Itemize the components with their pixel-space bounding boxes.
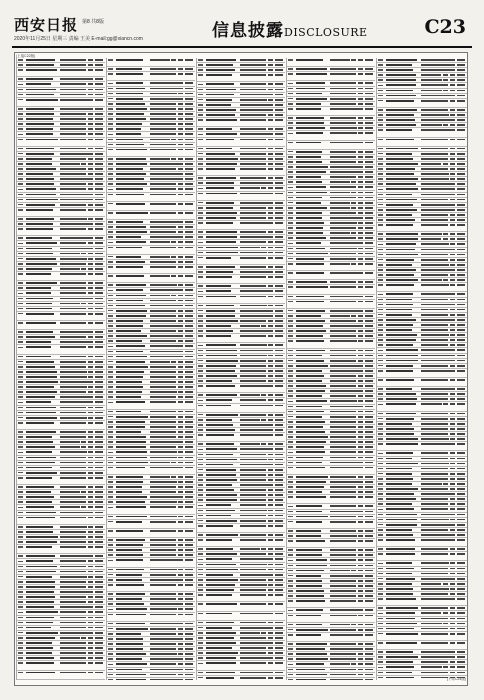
listing-row	[17, 98, 105, 107]
listing-row	[287, 466, 375, 475]
column-rows	[197, 58, 285, 680]
section-title-cn: 信息披露	[212, 21, 284, 41]
listing-row	[377, 641, 467, 650]
listing-row	[107, 529, 195, 538]
listing-row	[197, 275, 285, 284]
listing-row	[377, 538, 467, 547]
listing-row	[197, 661, 285, 670]
listing-row	[107, 274, 195, 283]
listing-row	[377, 99, 467, 108]
listing-row	[287, 262, 375, 271]
listing-row	[377, 283, 467, 292]
listing-row	[17, 476, 105, 485]
listing-row	[197, 593, 285, 602]
listing-row	[377, 402, 467, 411]
column-rows	[17, 58, 105, 680]
column-rows	[377, 58, 467, 680]
listing-row	[377, 369, 467, 378]
continued-from-label: (上接C22版)	[16, 54, 36, 58]
listing-row	[107, 265, 195, 274]
listing-row	[17, 345, 105, 354]
masthead	[12, 12, 472, 48]
listing-row	[377, 128, 467, 137]
listing-row	[377, 138, 467, 147]
listing-row	[197, 118, 285, 127]
listing-row	[17, 545, 105, 554]
listing-row	[287, 285, 375, 294]
listing-row	[287, 678, 375, 680]
listing-row	[107, 72, 195, 81]
listing-row	[17, 272, 105, 281]
edition-info: 第8 共8版	[82, 19, 104, 25]
listing-row	[107, 211, 195, 220]
listing-column-5	[376, 58, 467, 680]
listing-row	[287, 539, 375, 548]
page-number: C23	[424, 16, 466, 38]
listing-row	[377, 597, 467, 606]
listing-row	[107, 400, 195, 409]
listing-row	[287, 141, 375, 150]
listing-row	[197, 524, 285, 533]
listing-row	[197, 334, 285, 343]
masthead-rule	[12, 46, 472, 48]
listing-row	[287, 72, 375, 81]
listing-row	[17, 227, 105, 236]
section-title	[212, 16, 368, 41]
listing-row	[17, 661, 105, 670]
listing-column-3	[196, 58, 285, 680]
listing-row	[17, 312, 105, 321]
listing-row	[287, 300, 375, 309]
listing-row	[17, 516, 105, 525]
listing-row	[107, 613, 195, 622]
listing-row	[107, 505, 195, 514]
listing-row	[377, 632, 467, 641]
date-line: 2020年11月25日 星期三	[14, 36, 68, 42]
listing-row	[287, 495, 375, 504]
listing-row	[17, 421, 105, 430]
listing-row	[197, 384, 285, 393]
listing-row	[197, 676, 285, 680]
listing-row	[17, 321, 105, 330]
listing-row	[197, 192, 285, 201]
listing-row	[377, 442, 467, 451]
listing-row	[287, 599, 375, 608]
column-rows	[287, 58, 375, 680]
listing-row	[107, 148, 195, 157]
listing-row	[197, 138, 285, 147]
listing-row	[197, 612, 285, 621]
listing-row	[287, 131, 375, 140]
listing-column-4	[286, 58, 375, 680]
listing-row	[197, 295, 285, 304]
listing-row	[197, 404, 285, 413]
listing-row	[197, 167, 285, 176]
listing-row	[377, 378, 467, 387]
listing-row	[287, 633, 375, 642]
listing-column-1	[16, 58, 105, 680]
listing-row	[17, 138, 105, 147]
listing-row	[287, 107, 375, 116]
listing-row	[107, 520, 195, 529]
section-title-en: DISCLOSURE	[284, 26, 368, 39]
listing-row	[287, 58, 375, 67]
listing-row	[107, 202, 195, 211]
listing-row	[17, 671, 105, 680]
listing-row	[197, 73, 285, 82]
listing-row	[107, 58, 195, 67]
listing-row	[197, 433, 285, 442]
listing-row	[107, 583, 195, 592]
listing-row	[197, 538, 285, 547]
listing-row	[107, 558, 195, 567]
listing-row	[107, 246, 195, 255]
listing-row	[287, 520, 375, 529]
listing-row	[107, 193, 195, 202]
newspaper-logo: 西安日报	[14, 16, 79, 34]
listing-row	[107, 466, 195, 475]
listing-row	[17, 68, 105, 77]
date-contact-line	[14, 35, 143, 42]
listing-row	[287, 339, 375, 348]
listing-row	[287, 614, 375, 623]
listing-column-2	[106, 58, 195, 680]
column-rows	[107, 58, 195, 680]
listing-row	[107, 678, 195, 680]
listing-row	[197, 256, 285, 265]
listing-row	[377, 552, 467, 561]
listing-row	[17, 208, 105, 217]
listing-row	[287, 271, 375, 280]
listing-row	[197, 221, 285, 230]
listing-row	[377, 223, 467, 232]
continued-on-label: (下转C24版)	[446, 677, 466, 681]
listing-row	[197, 602, 285, 611]
contact-line: 责编 王美 E-mail:gg@xiancn.com	[68, 36, 143, 42]
